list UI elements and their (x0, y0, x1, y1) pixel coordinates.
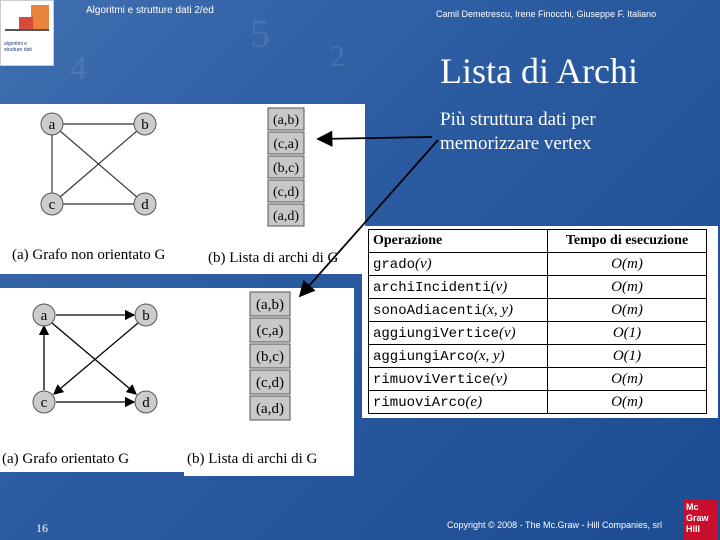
op-args: (x, y) (473, 347, 505, 364)
edge-cell: (b,c) (256, 349, 284, 365)
op-time: O(m) (548, 276, 707, 299)
op-name: archiIncidenti (373, 279, 491, 296)
background-decoration: 4 (70, 50, 87, 87)
edge-cell: (c,d) (256, 375, 284, 391)
op-name: rimuoviArco (373, 394, 466, 411)
background-decoration: 5 (250, 11, 270, 56)
vertex-label: c (40, 395, 48, 411)
op-name: rimuoviVertice (373, 371, 491, 388)
background-decoration: 2 (330, 40, 345, 73)
logo-line: Hill (686, 524, 701, 534)
op-time: O(1) (548, 322, 707, 345)
edge-cell: (b,c) (272, 161, 300, 176)
op-name: grado (373, 256, 416, 273)
caption-graph: (a) Grafo non orientato G (12, 247, 166, 263)
caption-list: (b) Lista di archi di G (208, 250, 339, 266)
arrow-to-directed-list (300, 140, 438, 296)
slide-subtitle: Più struttura dati per memorizzare vertex (440, 109, 596, 154)
copyright-notice: Copyright © 2008 - The Mc.Graw - Hill Companies, srl (447, 520, 663, 530)
header-book-title: Algoritmi e strutture dati 2/ed (86, 5, 214, 16)
arrow-to-undirected-list (318, 137, 432, 139)
op-name: aggiungiVertice (373, 325, 500, 342)
vertex-label: d (141, 197, 149, 213)
slide-title: Lista di Archi (440, 51, 638, 91)
vertex-label: b (142, 308, 150, 324)
vertex-label: a (48, 117, 56, 133)
op-name: sonoAdiacenti (373, 302, 483, 319)
op-time: O(1) (548, 345, 707, 368)
edge-cell: (c,d) (272, 185, 300, 200)
op-name: aggiungiArco (373, 348, 474, 365)
logo-line: Mc (686, 502, 699, 512)
edge-cell: (c,a) (256, 323, 284, 339)
cover-line1: algoritmi e (4, 41, 28, 47)
op-args: (v) (415, 255, 432, 272)
cover-line2: strutture dati (4, 47, 32, 53)
op-args: (v) (490, 278, 508, 295)
vertex-label: a (40, 308, 48, 324)
edge-cell: (a,d) (256, 401, 284, 417)
op-args: (x, y) (482, 301, 514, 318)
header-time: Tempo di esecuzione (548, 230, 707, 253)
vertex-label: d (142, 395, 150, 411)
op-args: (v) (490, 370, 508, 387)
op-time: O(m) (548, 253, 707, 276)
caption-list: (b) Lista di archi di G (187, 451, 318, 467)
vertex-label: c (48, 197, 56, 213)
header-authors: Camil Demetrescu, Irene Finocchi, Giuseppe F. Italiano (436, 9, 657, 19)
vertex-label: b (141, 117, 149, 133)
edge-cell: (a,b) (272, 113, 300, 128)
edge-cell: (c,a) (273, 137, 299, 152)
op-time: O(m) (548, 299, 707, 322)
edge-cell: (a,b) (256, 297, 284, 313)
header-operation: Operazione (369, 230, 548, 253)
mcgraw-hill-logo (684, 500, 718, 540)
op-args: (e) (465, 393, 483, 410)
op-time: O(m) (548, 368, 707, 391)
edge-cell: (a,d) (272, 209, 300, 224)
page-number: 16 (36, 521, 48, 535)
logo-line: Graw (686, 513, 709, 523)
op-time: O(m) (548, 391, 707, 414)
caption-graph: (a) Grafo orientato G (2, 451, 130, 467)
op-args: (v) (499, 324, 516, 341)
